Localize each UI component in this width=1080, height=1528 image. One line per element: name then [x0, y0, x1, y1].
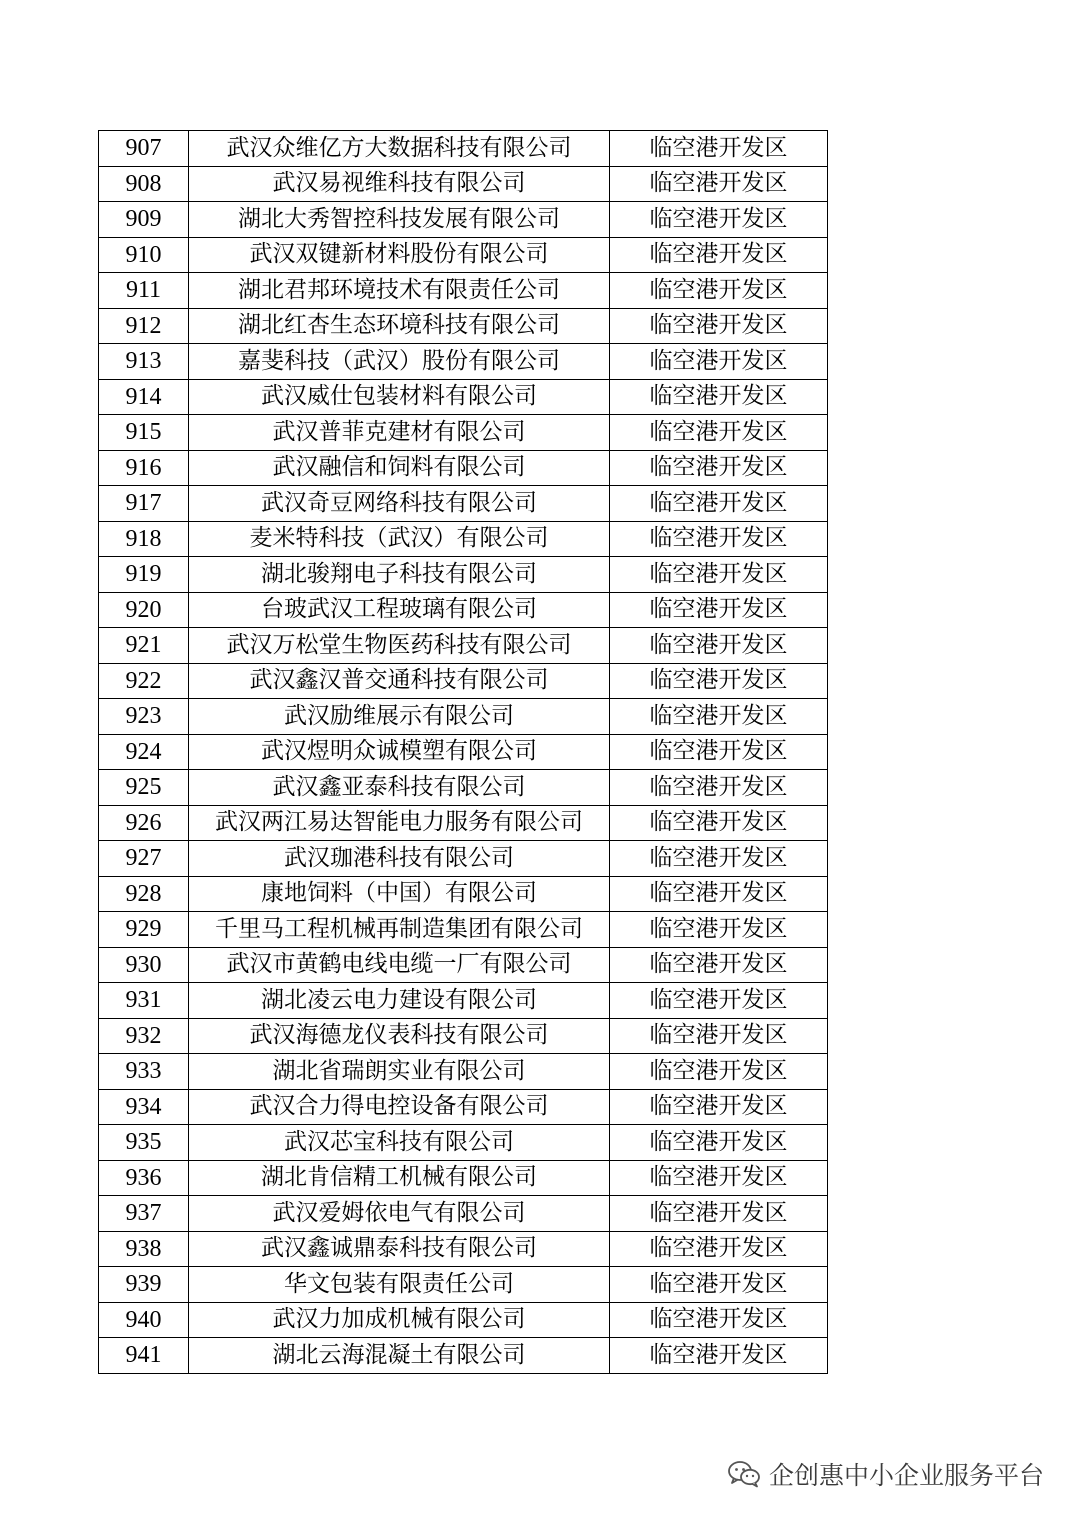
- company-name: 湖北君邦环境技术有限责任公司: [189, 273, 610, 309]
- company-name: 武汉普菲克建材有限公司: [189, 415, 610, 451]
- development-zone: 临空港开发区: [610, 1125, 828, 1161]
- row-number: 935: [99, 1125, 189, 1161]
- row-number: 913: [99, 344, 189, 380]
- table-row: [99, 841, 828, 877]
- development-zone: 临空港开发区: [610, 876, 828, 912]
- table-row: [99, 1018, 828, 1054]
- row-number: 916: [99, 450, 189, 486]
- company-name: 武汉双键新材料股份有限公司: [189, 237, 610, 273]
- development-zone: 临空港开发区: [610, 521, 828, 557]
- development-zone: 临空港开发区: [610, 131, 828, 167]
- company-name: 嘉斐科技（武汉）股份有限公司: [189, 344, 610, 380]
- company-name: 武汉励维展示有限公司: [189, 699, 610, 735]
- row-number: 918: [99, 521, 189, 557]
- development-zone: 临空港开发区: [610, 947, 828, 983]
- company-name: 湖北省瑞朗实业有限公司: [189, 1054, 610, 1090]
- company-name: 武汉珈港科技有限公司: [189, 841, 610, 877]
- company-name: 武汉市黄鹤电线电缆一厂有限公司: [189, 947, 610, 983]
- row-number: 911: [99, 273, 189, 309]
- table-row: [99, 699, 828, 735]
- development-zone: 临空港开发区: [610, 557, 828, 593]
- company-name: 武汉融信和饲料有限公司: [189, 450, 610, 486]
- table-row: [99, 734, 828, 770]
- development-zone: 临空港开发区: [610, 166, 828, 202]
- company-name: 千里马工程机械再制造集团有限公司: [189, 912, 610, 948]
- development-zone: 临空港开发区: [610, 912, 828, 948]
- row-number: 939: [99, 1267, 189, 1303]
- development-zone: 临空港开发区: [610, 983, 828, 1019]
- company-name: 武汉合力得电控设备有限公司: [189, 1089, 610, 1125]
- company-name: 华文包装有限责任公司: [189, 1267, 610, 1303]
- development-zone: 临空港开发区: [610, 1160, 828, 1196]
- row-number: 937: [99, 1196, 189, 1232]
- development-zone: 临空港开发区: [610, 1196, 828, 1232]
- table-row: [99, 273, 828, 309]
- row-number: 921: [99, 628, 189, 664]
- development-zone: 临空港开发区: [610, 379, 828, 415]
- company-name: 武汉两江易达智能电力服务有限公司: [189, 805, 610, 841]
- company-name: 湖北云海混凝土有限公司: [189, 1338, 610, 1374]
- development-zone: 临空港开发区: [610, 1267, 828, 1303]
- row-number: 923: [99, 699, 189, 735]
- row-number: 908: [99, 166, 189, 202]
- row-number: 934: [99, 1089, 189, 1125]
- development-zone: 临空港开发区: [610, 841, 828, 877]
- row-number: 909: [99, 202, 189, 238]
- table-row: [99, 308, 828, 344]
- development-zone: 临空港开发区: [610, 1018, 828, 1054]
- company-name: 武汉海德龙仪表科技有限公司: [189, 1018, 610, 1054]
- development-zone: 临空港开发区: [610, 237, 828, 273]
- row-number: 936: [99, 1160, 189, 1196]
- table-row: [99, 1338, 828, 1374]
- development-zone: 临空港开发区: [610, 1231, 828, 1267]
- table-row: [99, 663, 828, 699]
- row-number: 912: [99, 308, 189, 344]
- table-row: [99, 1302, 828, 1338]
- table-row: [99, 1089, 828, 1125]
- row-number: 941: [99, 1338, 189, 1374]
- company-name: 湖北骏翔电子科技有限公司: [189, 557, 610, 593]
- company-list-body: [99, 131, 828, 1374]
- development-zone: 临空港开发区: [610, 628, 828, 664]
- row-number: 914: [99, 379, 189, 415]
- table-row: [99, 1231, 828, 1267]
- company-name: 武汉力加成机械有限公司: [189, 1302, 610, 1338]
- row-number: 907: [99, 131, 189, 167]
- row-number: 933: [99, 1054, 189, 1090]
- company-name: 武汉鑫亚泰科技有限公司: [189, 770, 610, 806]
- row-number: 917: [99, 486, 189, 522]
- row-number: 927: [99, 841, 189, 877]
- row-number: 931: [99, 983, 189, 1019]
- company-name: 武汉芯宝科技有限公司: [189, 1125, 610, 1161]
- row-number: 915: [99, 415, 189, 451]
- table-row: [99, 557, 828, 593]
- table-row: [99, 344, 828, 380]
- table-row: [99, 770, 828, 806]
- table-row: [99, 947, 828, 983]
- watermark-text: 企创惠中小企业服务平台: [768, 1461, 1044, 1490]
- wechat-icon: [727, 1460, 761, 1488]
- company-name: 武汉威仕包装材料有限公司: [189, 379, 610, 415]
- table-row: [99, 912, 828, 948]
- row-number: 932: [99, 1018, 189, 1054]
- company-name: 麦米特科技（武汉）有限公司: [189, 521, 610, 557]
- company-name: 武汉鑫诚鼎泰科技有限公司: [189, 1231, 610, 1267]
- development-zone: 临空港开发区: [610, 308, 828, 344]
- company-name: 湖北红杏生态环境科技有限公司: [189, 308, 610, 344]
- company-name: 武汉万松堂生物医药科技有限公司: [189, 628, 610, 664]
- table-row: [99, 1196, 828, 1232]
- company-name: 武汉众维亿方大数据科技有限公司: [189, 131, 610, 167]
- table-row: [99, 1125, 828, 1161]
- company-list-table: [98, 130, 828, 1374]
- table-row: [99, 876, 828, 912]
- development-zone: 临空港开发区: [610, 663, 828, 699]
- company-name: 台玻武汉工程玻璃有限公司: [189, 592, 610, 628]
- development-zone: 临空港开发区: [610, 273, 828, 309]
- table-row: [99, 379, 828, 415]
- table-row: [99, 166, 828, 202]
- row-number: 938: [99, 1231, 189, 1267]
- watermark: [727, 1456, 1044, 1492]
- table-row: [99, 1267, 828, 1303]
- development-zone: 临空港开发区: [610, 344, 828, 380]
- row-number: 929: [99, 912, 189, 948]
- table-row: [99, 131, 828, 167]
- company-name: 康地饲料（中国）有限公司: [189, 876, 610, 912]
- company-name: 武汉煜明众诚模塑有限公司: [189, 734, 610, 770]
- development-zone: 临空港开发区: [610, 486, 828, 522]
- row-number: 922: [99, 663, 189, 699]
- row-number: 926: [99, 805, 189, 841]
- company-name: 湖北大秀智控科技发展有限公司: [189, 202, 610, 238]
- row-number: 925: [99, 770, 189, 806]
- development-zone: 临空港开发区: [610, 1338, 828, 1374]
- row-number: 910: [99, 237, 189, 273]
- table-row: [99, 415, 828, 451]
- company-name: 湖北凌云电力建设有限公司: [189, 983, 610, 1019]
- table-row: [99, 983, 828, 1019]
- development-zone: 临空港开发区: [610, 1302, 828, 1338]
- development-zone: 临空港开发区: [610, 202, 828, 238]
- table-row: [99, 450, 828, 486]
- development-zone: 临空港开发区: [610, 1089, 828, 1125]
- table-row: [99, 486, 828, 522]
- table-row: [99, 237, 828, 273]
- company-name: 武汉爱姆依电气有限公司: [189, 1196, 610, 1232]
- development-zone: 临空港开发区: [610, 592, 828, 628]
- table-row: [99, 1160, 828, 1196]
- row-number: 940: [99, 1302, 189, 1338]
- table-row: [99, 1054, 828, 1090]
- row-number: 930: [99, 947, 189, 983]
- development-zone: 临空港开发区: [610, 699, 828, 735]
- row-number: 924: [99, 734, 189, 770]
- row-number: 920: [99, 592, 189, 628]
- table-row: [99, 628, 828, 664]
- development-zone: 临空港开发区: [610, 415, 828, 451]
- row-number: 919: [99, 557, 189, 593]
- development-zone: 临空港开发区: [610, 805, 828, 841]
- development-zone: 临空港开发区: [610, 450, 828, 486]
- table-row: [99, 592, 828, 628]
- company-name: 武汉鑫汉普交通科技有限公司: [189, 663, 610, 699]
- table-row: [99, 202, 828, 238]
- company-name: 湖北肯信精工机械有限公司: [189, 1160, 610, 1196]
- development-zone: 临空港开发区: [610, 770, 828, 806]
- table-row: [99, 805, 828, 841]
- company-name: 武汉奇豆网络科技有限公司: [189, 486, 610, 522]
- row-number: 928: [99, 876, 189, 912]
- development-zone: 临空港开发区: [610, 1054, 828, 1090]
- company-name: 武汉易视维科技有限公司: [189, 166, 610, 202]
- development-zone: 临空港开发区: [610, 734, 828, 770]
- table-row: [99, 521, 828, 557]
